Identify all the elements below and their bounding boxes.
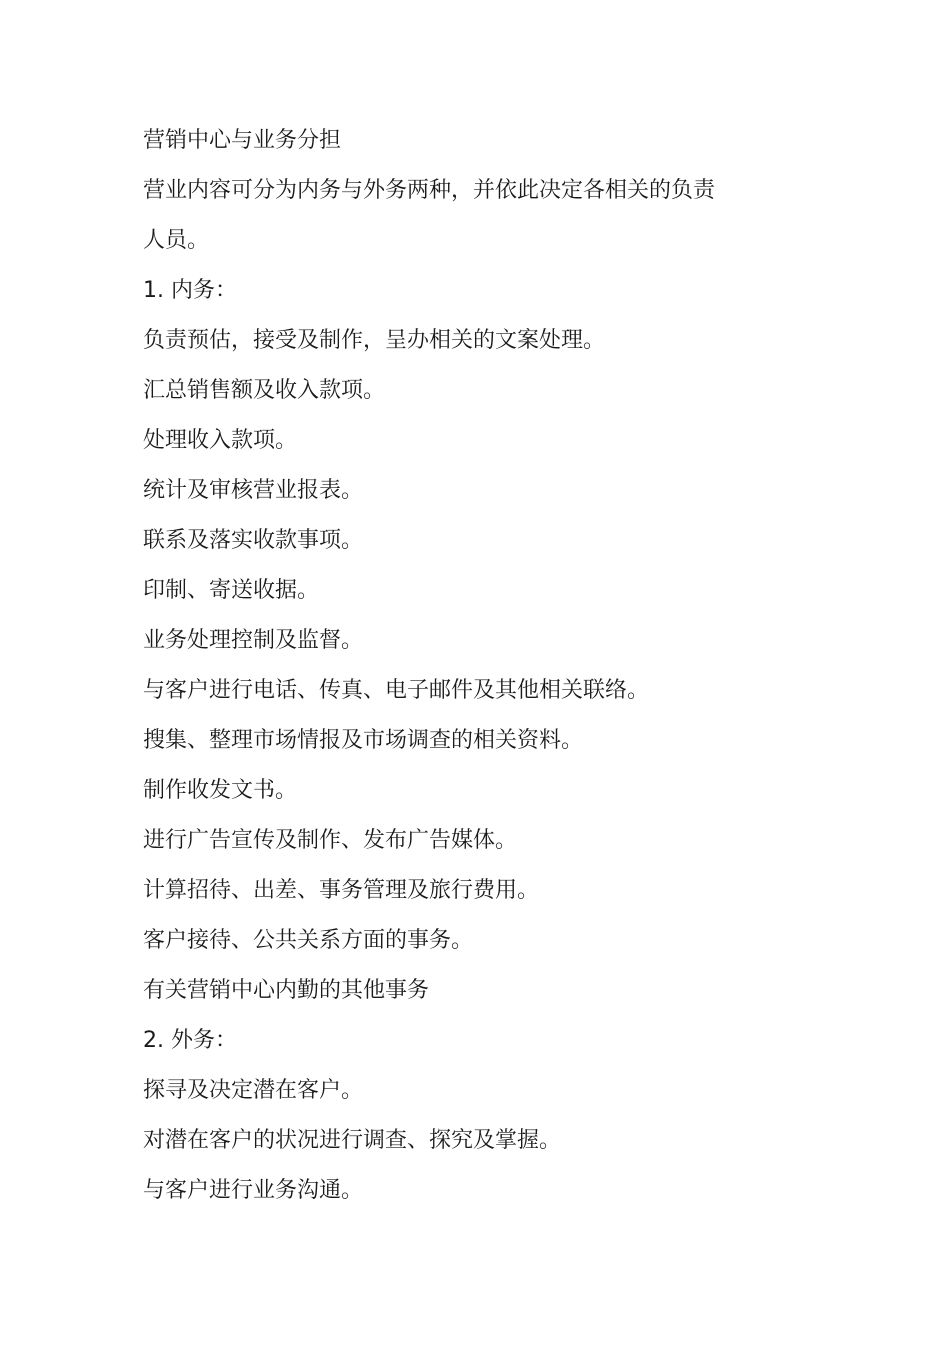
list-item: 业务处理控制及监督。 — [143, 628, 364, 653]
list-item: 搜集、整理市场情报及市场调查的相关资料。 — [143, 728, 584, 753]
list-item: 进行广告宣传及制作、发布广告媒体。 — [143, 828, 518, 853]
section-2-heading: 2. 外务： — [143, 1028, 237, 1053]
list-item: 与客户进行电话、传真、电子邮件及其他相关联络。 — [143, 678, 650, 703]
list-item: 客户接待、公共关系方面的事务。 — [143, 928, 474, 953]
list-item: 制作收发文书。 — [143, 778, 298, 803]
list-item: 探寻及决定潜在客户。 — [143, 1078, 364, 1103]
list-item: 与客户进行业务沟通。 — [143, 1178, 364, 1203]
document-title: 营销中心与业务分担 — [143, 128, 342, 153]
list-item: 汇总销售额及收入款项。 — [143, 378, 386, 403]
intro-paragraph-line-1: 营业内容可分为内务与外务两种，并依此决定各相关的负责 — [143, 178, 716, 203]
list-item: 印制、寄送收据。 — [143, 578, 320, 603]
list-item: 统计及审核营业报表。 — [143, 478, 364, 503]
list-item: 处理收入款项。 — [143, 428, 298, 453]
list-item: 联系及落实收款事项。 — [143, 528, 364, 553]
document-body — [143, 116, 803, 1216]
intro-paragraph-line-2: 人员。 — [143, 228, 210, 253]
section-1-heading: 1. 内务： — [143, 278, 237, 303]
list-item: 计算招待、出差、事务管理及旅行费用。 — [143, 878, 540, 903]
list-item: 对潜在客户的状况进行调查、探究及掌握。 — [143, 1128, 562, 1153]
list-item: 有关营销中心内勤的其他事务 — [143, 978, 430, 1003]
list-item: 负责预估，接受及制作，呈办相关的文案处理。 — [143, 328, 606, 353]
